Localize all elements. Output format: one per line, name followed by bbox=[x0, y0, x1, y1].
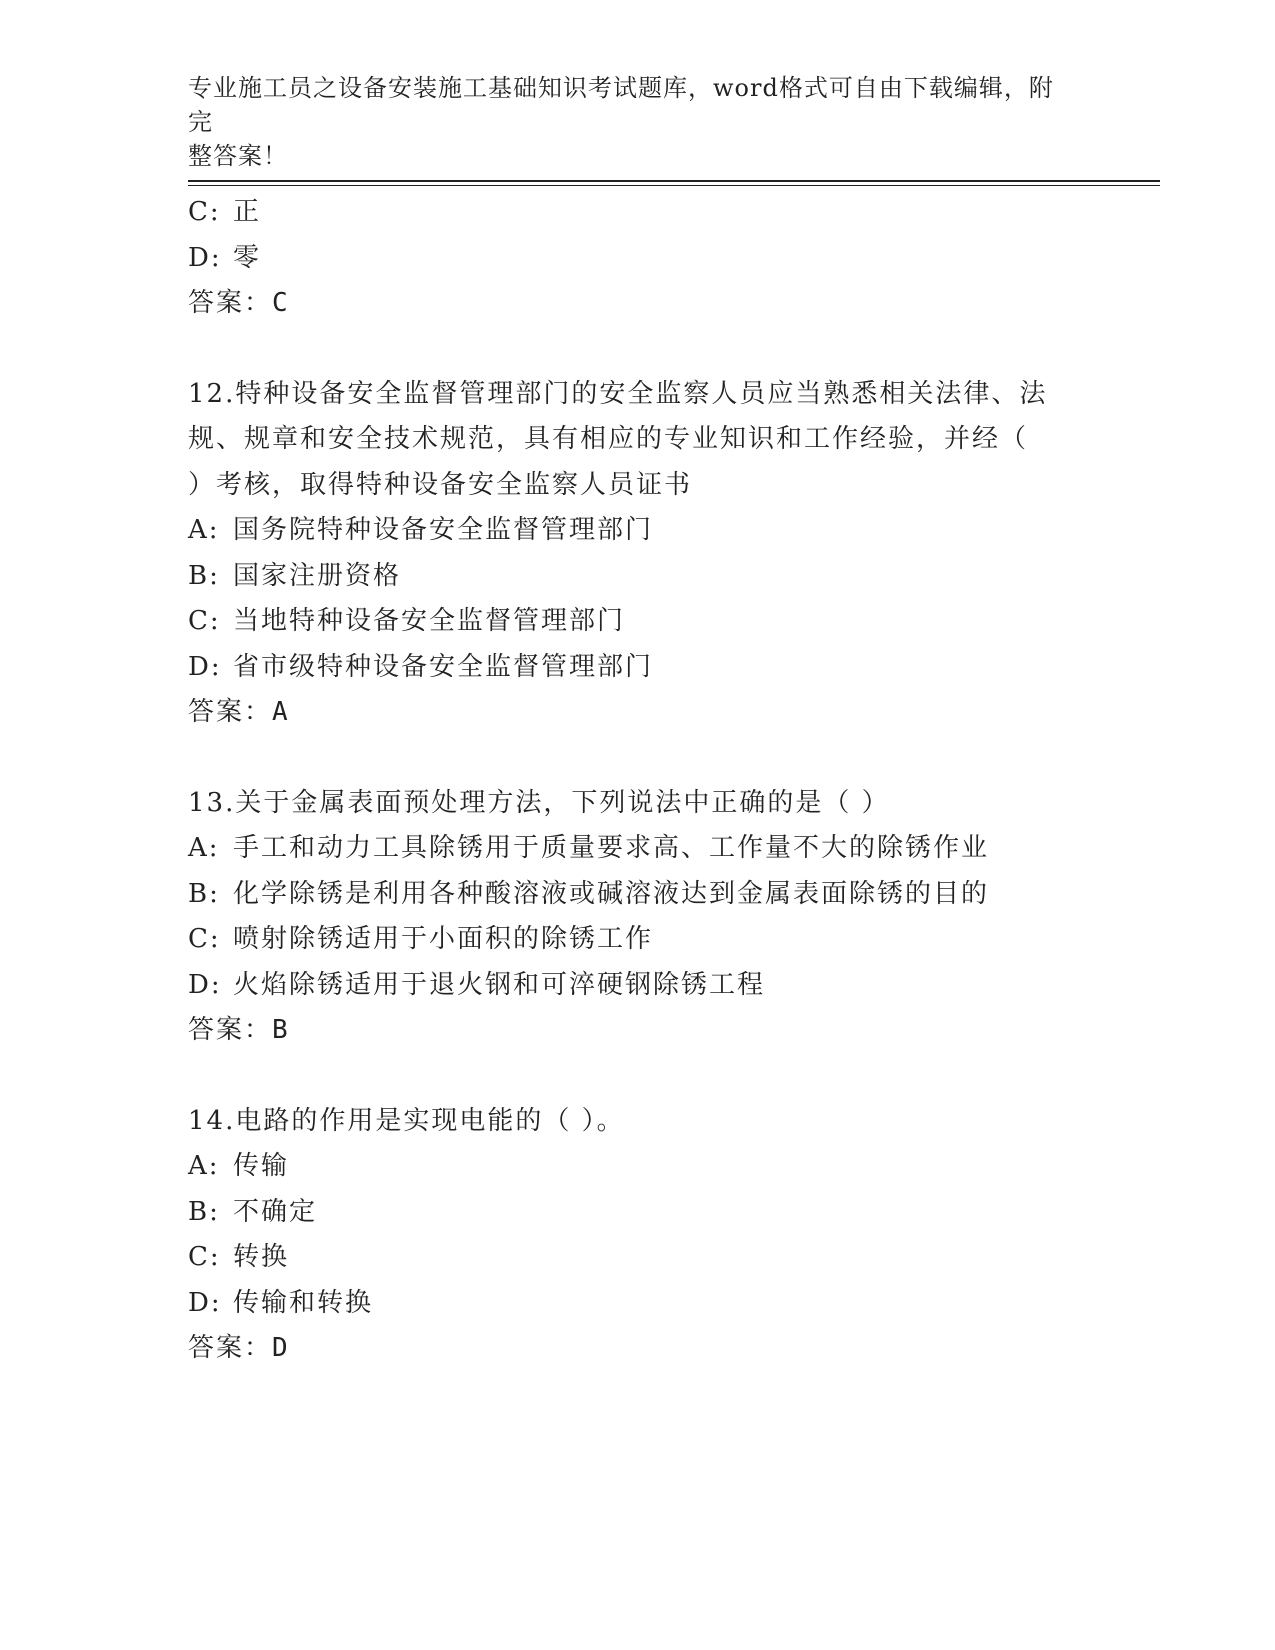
answer-label: 答案： bbox=[188, 288, 273, 318]
option-key: A: bbox=[188, 1151, 220, 1181]
prev-question-block bbox=[188, 190, 1088, 327]
option-text: 喷射除锈适用于小面积的除锈工作 bbox=[233, 924, 654, 954]
question-stem-line: ）考核，取得特种设备安全监察人员证书 bbox=[188, 469, 693, 500]
question-stem-line: 规、规章和安全技术规范，具有相应的专业知识和工作经验，并经（ bbox=[188, 424, 1029, 454]
option-key: A: bbox=[188, 833, 220, 863]
question-stem-line: 14.电路的作用是实现电能的（ ）。 bbox=[188, 1105, 625, 1136]
option-b bbox=[188, 554, 1088, 600]
option-a bbox=[188, 826, 1088, 872]
question-stem-line: 12.特种设备安全监督管理部门的安全监察人员应当熟悉相关法律、法 bbox=[188, 378, 1048, 409]
option-key: B: bbox=[188, 560, 220, 591]
option-key: D: bbox=[188, 969, 222, 1000]
question-14 bbox=[188, 1099, 1088, 1372]
answer-label: 答案： bbox=[188, 1015, 273, 1045]
option-text: 正 bbox=[233, 197, 262, 227]
option-text: 当地特种设备安全监督管理部门 bbox=[233, 606, 626, 636]
document-header bbox=[188, 71, 1058, 173]
option-text: 手工和动力工具除锈用于质量要求高、工作量不大的除锈作业 bbox=[233, 833, 990, 863]
option-text: 传输 bbox=[233, 1151, 290, 1181]
option-key: D: bbox=[188, 651, 222, 682]
option-key: A: bbox=[188, 515, 220, 545]
option-text: 传输和转换 bbox=[233, 1287, 374, 1318]
option-text: 零 bbox=[233, 242, 262, 273]
answer-label: 答案： bbox=[188, 697, 273, 727]
option-key: C: bbox=[188, 197, 221, 227]
answer-label: 答案： bbox=[188, 1333, 273, 1363]
option-c bbox=[188, 1235, 1088, 1281]
answer-line bbox=[188, 1008, 1088, 1054]
answer-line bbox=[188, 1326, 1088, 1372]
option-a bbox=[188, 508, 1088, 554]
option-a bbox=[188, 1144, 1088, 1190]
option-text: 转换 bbox=[233, 1242, 290, 1272]
option-text: 省市级特种设备安全监督管理部门 bbox=[233, 651, 654, 682]
header-divider bbox=[188, 180, 1160, 186]
option-key: D: bbox=[188, 1287, 222, 1318]
option-c bbox=[188, 190, 1088, 236]
option-key: C: bbox=[188, 924, 221, 954]
option-key: D: bbox=[188, 242, 222, 273]
question-13 bbox=[188, 781, 1088, 1054]
answer-line bbox=[188, 690, 1088, 736]
header-title-line-2: 整答案！ bbox=[188, 142, 288, 170]
option-key: C: bbox=[188, 1242, 221, 1272]
option-text: 国务院特种设备安全监督管理部门 bbox=[233, 515, 654, 545]
spacer bbox=[188, 736, 1088, 781]
spacer bbox=[188, 327, 1088, 372]
option-key: C: bbox=[188, 606, 221, 636]
answer-value: D bbox=[272, 1333, 288, 1363]
option-key: B: bbox=[188, 1196, 220, 1227]
answer-value: A bbox=[272, 697, 288, 727]
option-c bbox=[188, 917, 1088, 963]
option-d bbox=[188, 236, 1088, 282]
option-b bbox=[188, 872, 1088, 918]
option-d bbox=[188, 963, 1088, 1009]
answer-value: C bbox=[272, 288, 288, 318]
question-12 bbox=[188, 372, 1088, 736]
option-text: 化学除锈是利用各种酸溶液或碱溶液达到金属表面除锈的目的 bbox=[233, 878, 990, 909]
option-d bbox=[188, 645, 1088, 691]
option-text: 国家注册资格 bbox=[233, 560, 402, 591]
option-b bbox=[188, 1190, 1088, 1236]
option-d bbox=[188, 1281, 1088, 1327]
question-list bbox=[188, 190, 1088, 1372]
option-c bbox=[188, 599, 1088, 645]
option-text: 火焰除锈适用于退火钢和可淬硬钢除锈工程 bbox=[233, 969, 766, 1000]
option-text: 不确定 bbox=[233, 1196, 318, 1227]
answer-value: B bbox=[272, 1015, 288, 1045]
question-stem-line: 13.关于金属表面预处理方法，下列说法中正确的是（ ） bbox=[188, 787, 890, 818]
answer-line bbox=[188, 281, 1088, 327]
option-key: B: bbox=[188, 878, 220, 909]
header-title-line-1: 专业施工员之设备安装施工基础知识考试题库，word格式可自由下载编辑，附完 bbox=[188, 74, 1054, 136]
spacer bbox=[188, 1054, 1088, 1099]
